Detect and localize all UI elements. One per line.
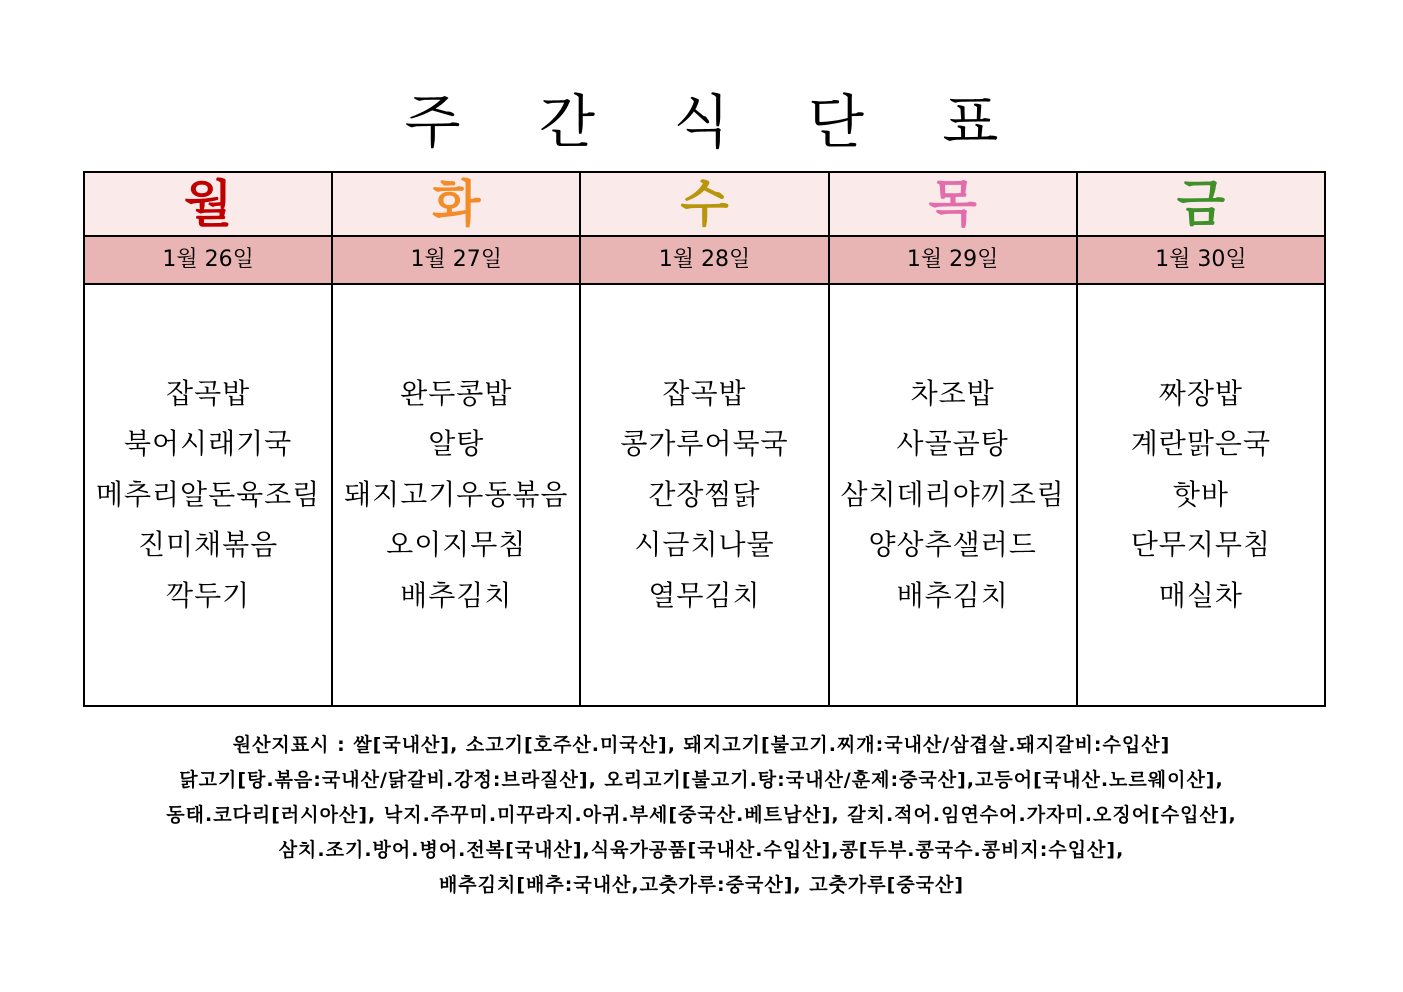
menu-item: 단무지무침 — [1130, 528, 1271, 562]
menu-list — [333, 369, 579, 622]
page-title: 주 간 식 단 표 — [404, 88, 1029, 156]
origin-line: 닭고기[탕.볶음:국내산/닭갈비.강정:브라질산], 오리고기[불고기.탕:국내산/훈제:중국산],고등어[국내산.노르웨이산], — [179, 769, 1224, 791]
origin-line: 동태.코다리[러시아산], 낙지.주꾸미.미꾸라지.아귀.부세[중국산.베트남산], 갈치.적어.임연수어.가자미.오징어[수입산], — [166, 804, 1237, 826]
menu-item: 간장찜닭 — [648, 477, 761, 511]
menu-item: 오이지무침 — [386, 528, 527, 562]
date-cell-tue: 1월 27일 — [332, 236, 580, 284]
menu-list — [85, 369, 331, 622]
menu-item: 잡곡밥 — [166, 376, 251, 410]
menu-item: 잡곡밥 — [662, 376, 747, 410]
menu-cell-mon — [84, 284, 332, 706]
menu-item: 콩가루어묵국 — [620, 427, 789, 461]
date-cell-fri: 1월 30일 — [1077, 236, 1325, 284]
weekday-cell-fri: 금 — [1077, 172, 1325, 236]
menu-cell-thu — [829, 284, 1077, 706]
menu-item: 깍두기 — [166, 578, 251, 612]
menu-item: 매실차 — [1158, 578, 1243, 612]
weekday-cell-thu: 목 — [829, 172, 1077, 236]
menu-cell-fri — [1077, 284, 1325, 706]
menu-item: 핫바 — [1172, 477, 1229, 511]
origin-line: 삼치.조기.방어.병어.전복[국내산],식육가공품[국내산.수입산],콩[두부.콩국수.콩비지:수입산], — [278, 839, 1125, 861]
menu-item: 차조밥 — [910, 376, 995, 410]
origin-line: 원산지표시 : 쌀[국내산], 소고기[호주산.미국산], 돼지고기[불고기.찌개:국내산/삼겹살.돼지갈비:수입산] — [232, 734, 1171, 756]
weekday-header-row — [84, 172, 1325, 236]
menu-item: 열무김치 — [648, 578, 761, 612]
date-cell-thu: 1월 29일 — [829, 236, 1077, 284]
menu-item: 사골곰탕 — [896, 427, 1009, 461]
menu-item: 시금치나물 — [634, 528, 775, 562]
weekday-cell-wed: 수 — [580, 172, 828, 236]
origin-notice — [0, 728, 1403, 903]
menu-item: 배추김치 — [400, 578, 513, 612]
weekday-cell-tue: 화 — [332, 172, 580, 236]
menu-list — [581, 369, 827, 622]
menu-item: 메추리알돈육조림 — [95, 477, 321, 511]
date-row — [84, 236, 1325, 284]
weekday-cell-mon: 월 — [84, 172, 332, 236]
menu-item: 북어시래기국 — [123, 427, 293, 461]
menu-item: 삼치데리야끼조림 — [840, 477, 1065, 511]
menu-item: 양상추샐러드 — [868, 528, 1037, 562]
menu-item: 진미채볶음 — [137, 528, 279, 562]
menu-cell-tue — [332, 284, 580, 706]
menu-item: 계란맑은국 — [1130, 427, 1271, 461]
menu-item: 완두콩밥 — [400, 376, 513, 410]
menu-items-row — [84, 284, 1325, 706]
menu-item: 짜장밥 — [1158, 376, 1243, 410]
menu-item: 배추김치 — [896, 578, 1009, 612]
date-cell-mon: 1월 26일 — [84, 236, 332, 284]
menu-item: 돼지고기우동볶음 — [344, 477, 569, 511]
date-cell-wed: 1월 28일 — [580, 236, 828, 284]
menu-cell-wed — [580, 284, 828, 706]
menu-list — [830, 369, 1076, 622]
menu-item: 알탕 — [428, 427, 485, 461]
menu-list — [1078, 369, 1324, 622]
weekly-menu-table — [83, 171, 1326, 707]
origin-line: 배추김치[배추:국내산,고춧가루:중국산], 고춧가루[중국산] — [438, 874, 965, 896]
